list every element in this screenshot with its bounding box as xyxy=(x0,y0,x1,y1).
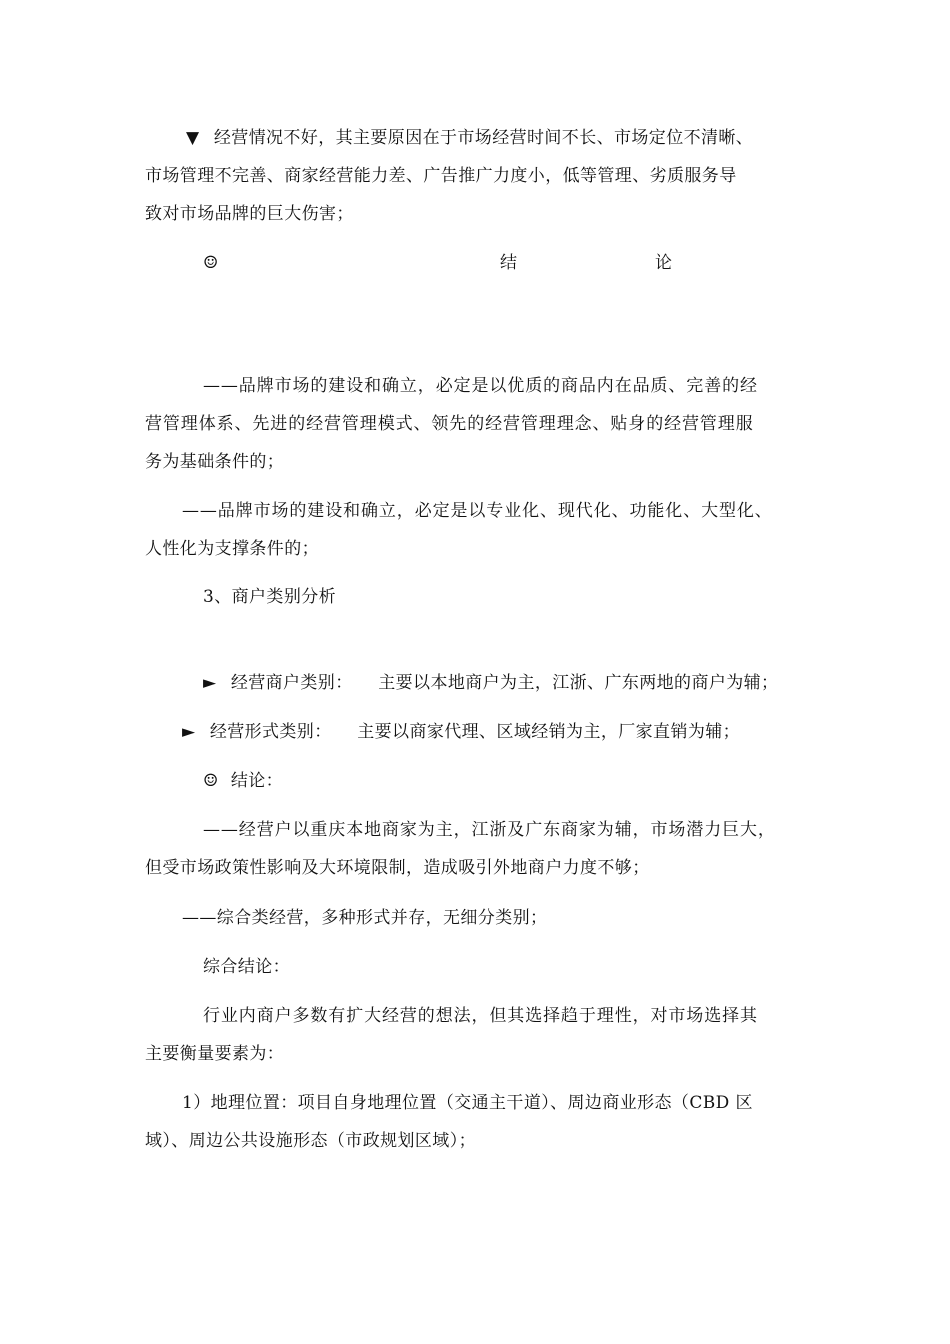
para-business-status-line-3: 致对市场品牌的巨大伤害； xyxy=(145,204,354,224)
bullet-text: 主要以本地商户为主，江浙、广东两地的商户为辅； xyxy=(378,673,779,693)
para-merchant-expansion-line-1: 行业内商户多数有扩大经营的想法，但其选择趋于理性，对市场选择其 xyxy=(203,1006,758,1026)
triangle-right-icon: ► xyxy=(203,673,217,693)
para-brand-support-line-1: ——品牌市场的建设和确立，必定是以专业化、现代化、功能化、大型化、 xyxy=(182,501,773,521)
para-merchant-expansion-line-2: 主要衡量要素为： xyxy=(145,1044,285,1064)
triangle-right-icon: ► xyxy=(182,722,196,742)
para-business-status-line-1: ▼ 经营情况不好，其主要原因在于市场经营时间不长、市场定位不清晰、 xyxy=(186,128,754,148)
heading-conclusion-char-1: 结 xyxy=(500,253,518,273)
smiley-icon: ☺ xyxy=(203,253,219,273)
smiley-icon: ☺ xyxy=(203,771,219,791)
bullet-label: 经营形式类别： xyxy=(209,722,332,742)
bullet-merchant-type xyxy=(203,671,778,695)
para-location-factor-line-1: 1）地理位置：项目自身地理位置（交通主干道）、周边商业形态（CBD 区 xyxy=(182,1093,753,1113)
bullet-business-form xyxy=(182,720,740,744)
triangle-down-icon: ▼ xyxy=(186,128,200,148)
para-mixed-operation: ——综合类经营，多种形式并存，无细分类别； xyxy=(182,908,548,928)
para-location-factor-line-2: 域）、周边公共设施形态（市政规划区域）； xyxy=(145,1131,476,1151)
section-heading-merchant-analysis: 3、商户类别分析 xyxy=(203,587,337,607)
heading-conclusion-char-2: 论 xyxy=(655,253,673,273)
para-business-status-line-2: 市场管理不完善、商家经营能力差、广告推广力度小，低等管理、劣质服务导 xyxy=(145,166,737,186)
para-merchant-origin-line-1: ——经营户以重庆本地商家为主，江浙及广东商家为辅，市场潜力巨大， xyxy=(203,820,776,840)
para-merchant-origin-line-2: 但受市场政策性影响及大环境限制，造成吸引外地商户力度不够； xyxy=(145,858,650,878)
subheading-conclusion: ☺ 结论： xyxy=(203,771,284,791)
bullet-label: 经营商户类别： xyxy=(230,673,353,693)
summary-heading: 综合结论： xyxy=(203,957,290,977)
para-brand-support-line-2: 人性化为支撑条件的； xyxy=(145,539,319,559)
para-brand-foundation-line-3: 务为基础条件的； xyxy=(145,452,285,472)
bullet-text: 主要以商家代理、区域经销为主，厂家直销为辅； xyxy=(357,722,741,742)
para-brand-foundation-line-1: ——品牌市场的建设和确立，必定是以优质的商品内在品质、完善的经 xyxy=(203,376,758,396)
para-brand-foundation-line-2: 营管理体系、先进的经营管理模式、领先的经营管理理念、贴身的经营管理服 xyxy=(145,414,754,434)
